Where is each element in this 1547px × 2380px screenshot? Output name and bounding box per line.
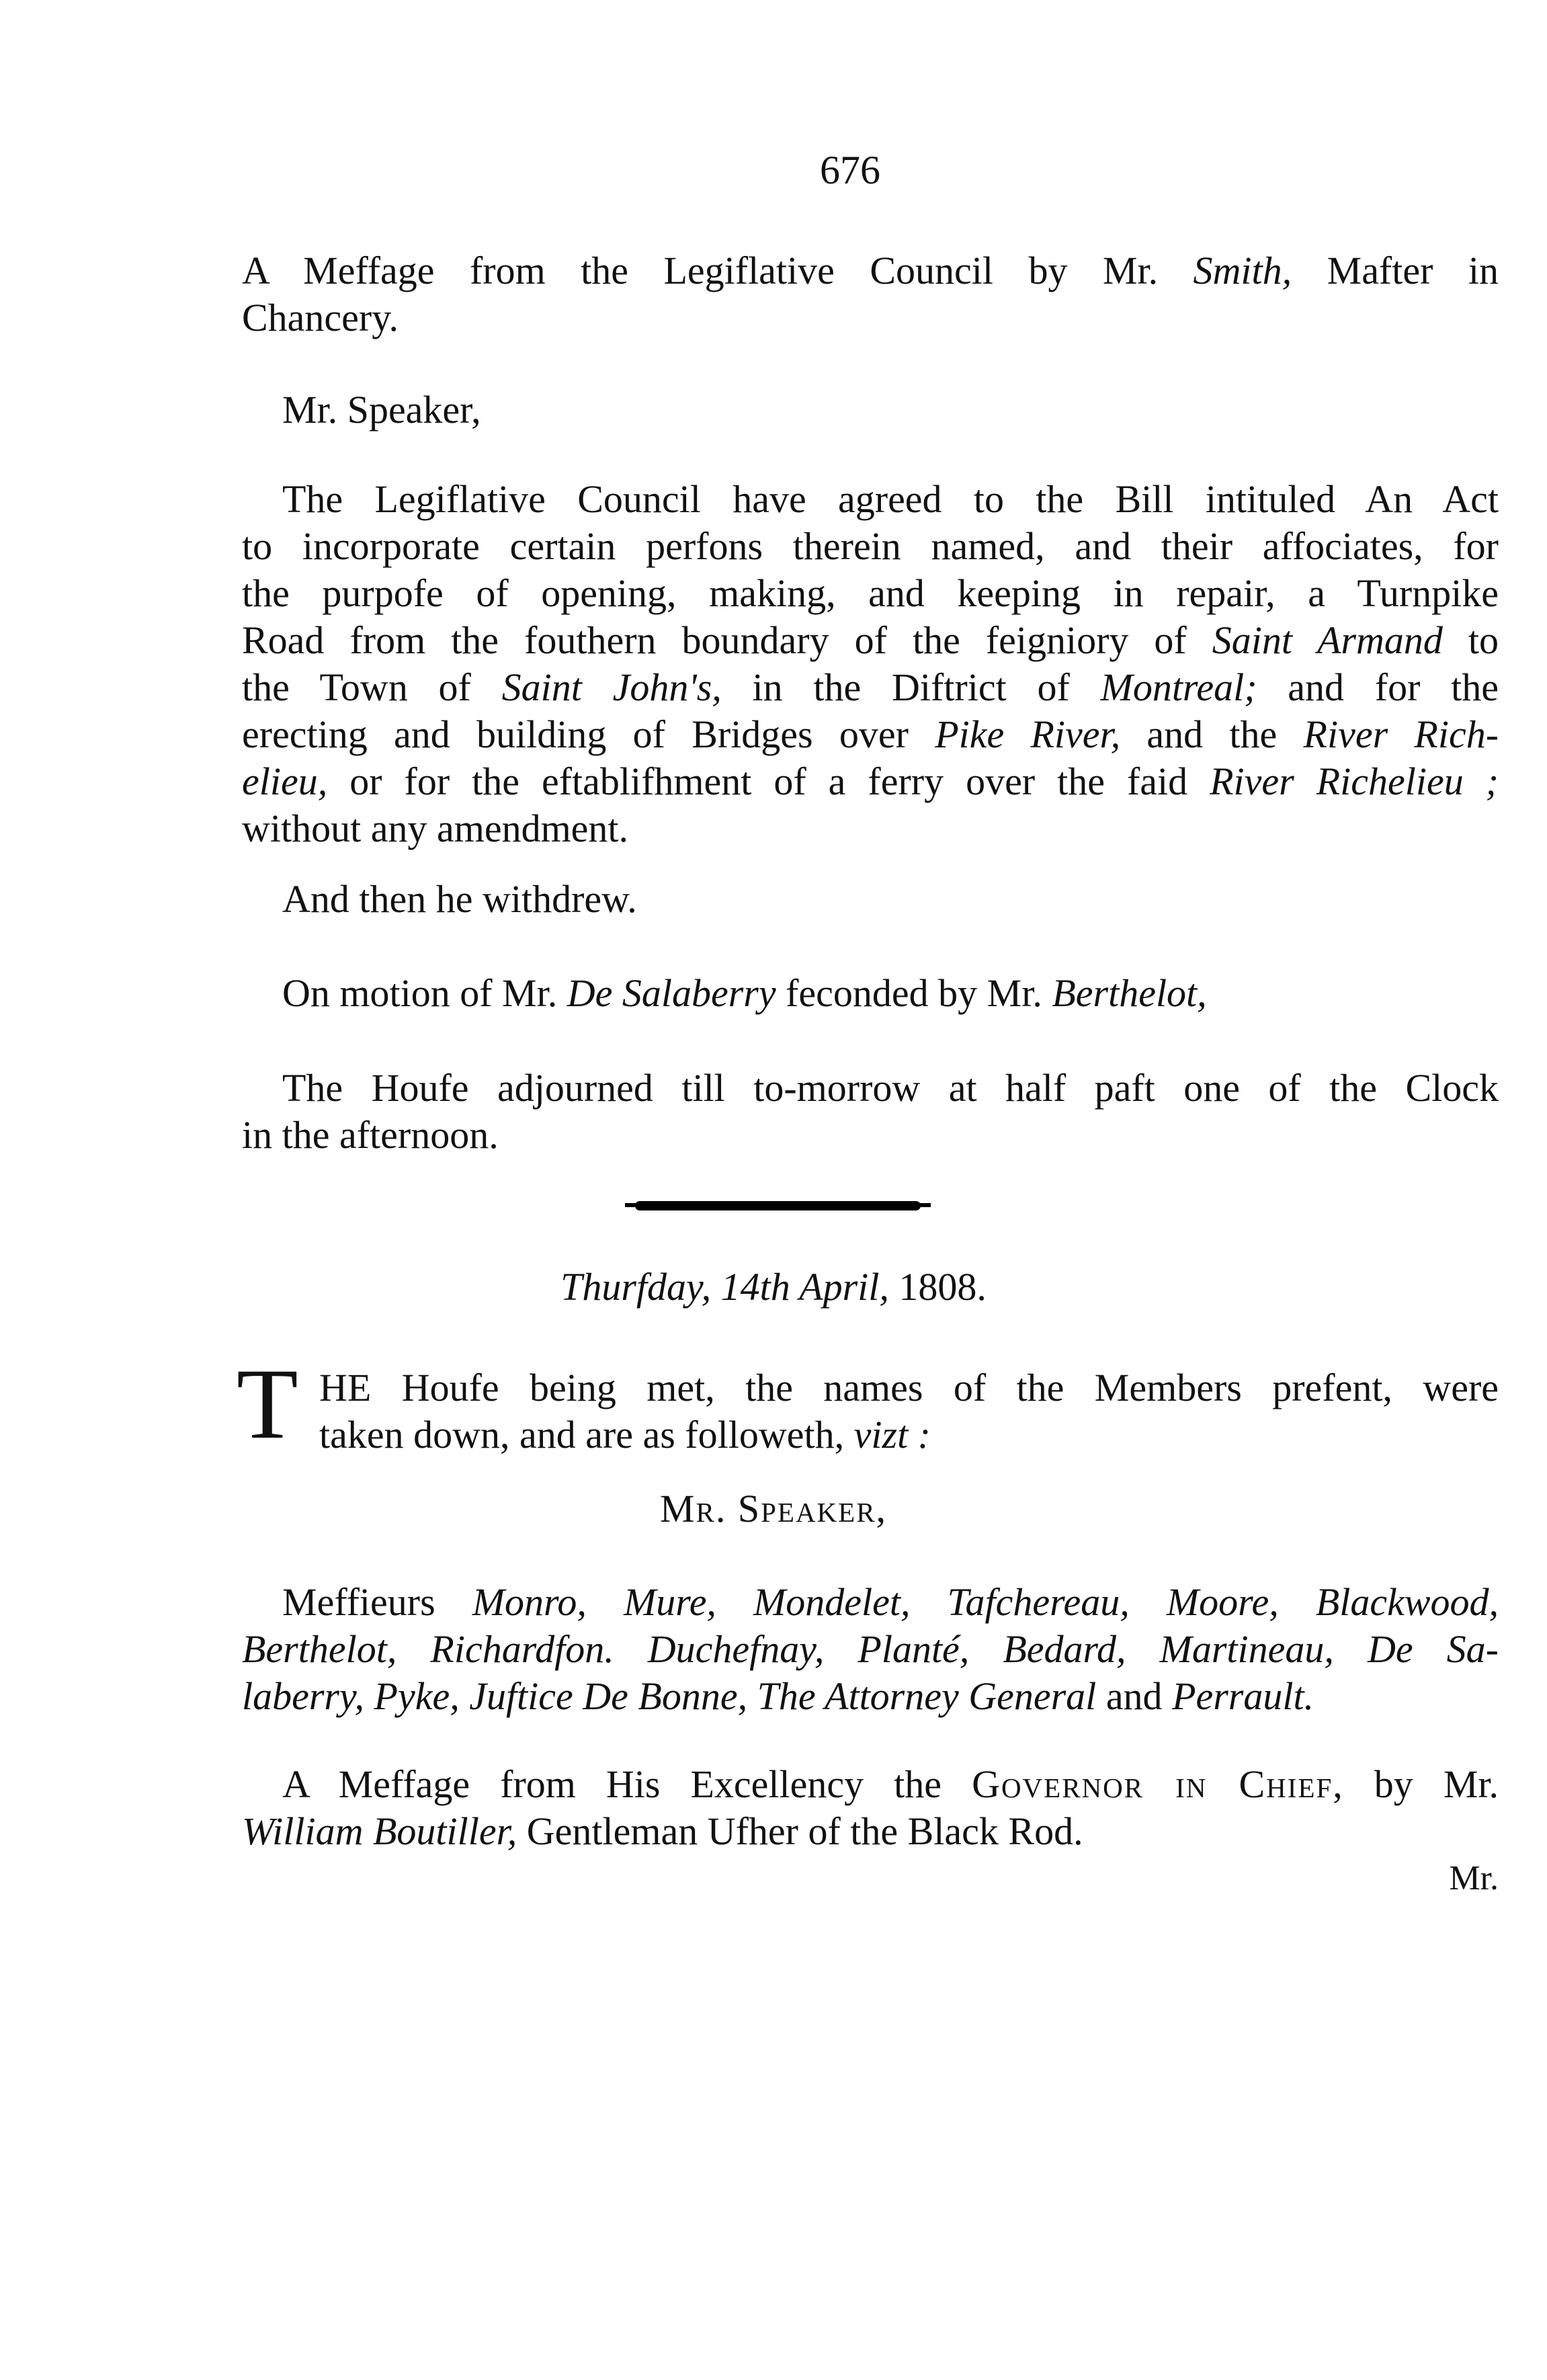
paragraph-line: William Boutiller, Gentleman Ufher of the Black Rod. bbox=[242, 1809, 1083, 1853]
paragraph-line: erecting and building of Bridges over Pike River, and the River Rich- bbox=[242, 712, 1499, 756]
message-header bbox=[242, 247, 1499, 341]
paragraph-line: HE Houfe being met, the names of the Members prefent, were bbox=[319, 1366, 1499, 1409]
paragraph-line: without any amendment. bbox=[242, 807, 629, 850]
message-header-line: A Meffage from the Legiflative Council by Mr. Smith, Mafter in bbox=[242, 249, 1499, 292]
governor-message bbox=[242, 1761, 1499, 1855]
drop-cap: T bbox=[237, 1348, 298, 1460]
messenger-name: Smith, bbox=[1193, 249, 1292, 292]
message-header-line: Chancery. bbox=[242, 296, 399, 339]
paragraph-line: in the afternoon. bbox=[242, 1113, 499, 1157]
paragraph-line: elieu, or for the eftablifhment of a ferry over the faid River Richelieu ; bbox=[242, 760, 1499, 803]
date-heading: Thurfday, 14th April, 1808. bbox=[560, 1265, 987, 1309]
adjournment-paragraph bbox=[242, 1065, 1499, 1159]
paragraph-line: the Town of Saint John's, in the Diftrict of Montreal; and for the bbox=[242, 665, 1499, 709]
section-divider-thick bbox=[635, 1201, 921, 1210]
paragraph-line: taken down, and are as followeth, vizt : bbox=[319, 1413, 931, 1456]
opening-paragraph bbox=[319, 1364, 1499, 1459]
address-speaker: Mr. Speaker, bbox=[282, 388, 481, 432]
catchword: Mr. bbox=[1449, 1859, 1499, 1897]
council-message-paragraph bbox=[242, 476, 1499, 852]
paragraph-line: to incorporate certain perfons therein named, and their affociates, for bbox=[242, 524, 1499, 568]
page-number: 676 bbox=[820, 148, 880, 192]
paragraph-line: Road from the fouthern boundary of the feigniory of Saint Armand to bbox=[242, 618, 1499, 662]
paragraph-line: the purpofe of opening, making, and keeping in repair, a Turnpike bbox=[242, 571, 1499, 615]
paragraph-line: A Meffage from His Excellency the Governor in Chief, by Mr. bbox=[282, 1762, 1499, 1806]
paragraph-line: Berthelot, Richardfon. Duchefnay, Planté, Bedard, Martineau, De Sa- bbox=[242, 1627, 1499, 1671]
motion-line: On motion of Mr. De Salaberry feconded by Mr. Berthelot, bbox=[282, 971, 1207, 1015]
paragraph-line: Meffieurs Monro, Mure, Mondelet, Tafchereau, Moore, Blackwood, bbox=[282, 1580, 1499, 1624]
members-list bbox=[242, 1579, 1499, 1720]
paragraph-line: The Houfe adjourned till to-morrow at half paft one of the Clock bbox=[282, 1066, 1499, 1110]
paragraph-line: laberry, Pyke, Juftice De Bonne, The Attorney General and Perrault. bbox=[242, 1674, 1314, 1718]
paragraph-line: The Legiflative Council have agreed to the Bill intituled An Act bbox=[282, 477, 1499, 521]
speaker-heading: Mr. Speaker, bbox=[659, 1487, 888, 1530]
withdrew-line: And then he withdrew. bbox=[282, 877, 637, 921]
